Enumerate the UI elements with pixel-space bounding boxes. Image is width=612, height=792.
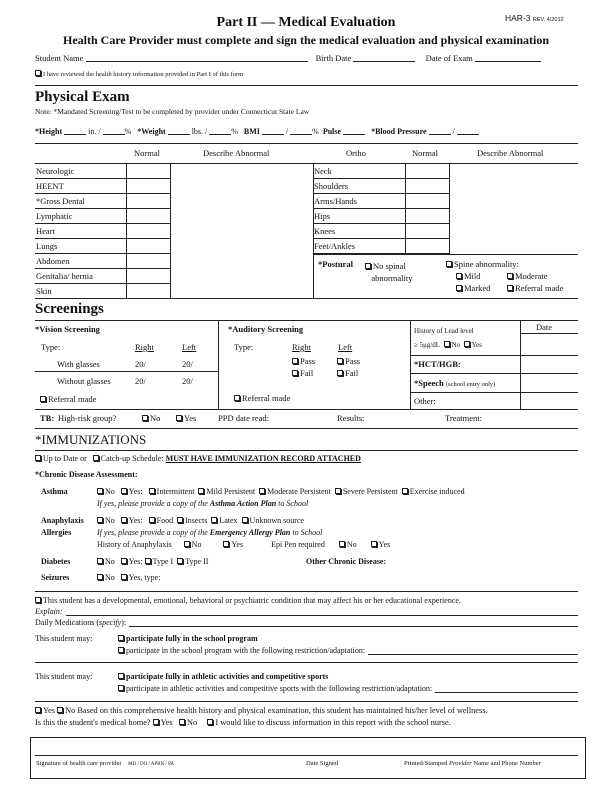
option[interactable] bbox=[177, 516, 207, 525]
screenings-title: Screenings bbox=[35, 301, 104, 317]
option[interactable] bbox=[198, 487, 255, 496]
checkbox[interactable] bbox=[446, 261, 452, 267]
checkbox[interactable] bbox=[444, 341, 450, 347]
checkbox[interactable] bbox=[335, 488, 341, 494]
option[interactable] bbox=[211, 516, 237, 525]
weight-field[interactable] bbox=[168, 127, 190, 135]
checkbox[interactable] bbox=[337, 370, 343, 376]
normal-cell[interactable] bbox=[405, 208, 450, 224]
with-glasses-label: With glasses bbox=[57, 359, 100, 369]
divider bbox=[35, 298, 578, 299]
checkbox[interactable] bbox=[118, 673, 124, 679]
immunization-row: Up to Date or Catch-up Schedule: MUST HAVE IMMUNIZATION RECORD ATTACHED bbox=[35, 455, 361, 463]
school-full-option[interactable]: participate fully in the school program bbox=[118, 635, 258, 643]
divider bbox=[313, 254, 578, 255]
checkbox[interactable] bbox=[207, 719, 213, 725]
row-divider bbox=[313, 238, 405, 239]
normal-header: Normal bbox=[134, 148, 160, 158]
normal-cell[interactable] bbox=[126, 193, 171, 209]
medications-row: Daily Medications ( specify ): bbox=[35, 619, 578, 627]
normal-cell[interactable] bbox=[126, 253, 171, 269]
checkbox[interactable] bbox=[177, 558, 183, 564]
height-percentile-field[interactable] bbox=[103, 127, 125, 135]
checkbox[interactable] bbox=[35, 707, 41, 713]
checkbox[interactable] bbox=[402, 488, 408, 494]
sports-full-option[interactable]: participate fully in athletic activities and competitive sports bbox=[118, 673, 328, 681]
normal-cell[interactable] bbox=[405, 178, 450, 194]
normal-cell[interactable] bbox=[405, 193, 450, 209]
divider bbox=[410, 392, 578, 393]
left-fail-option[interactable]: Fail bbox=[337, 369, 358, 378]
tb-question: High-risk group? bbox=[58, 413, 117, 423]
checkbox[interactable] bbox=[242, 517, 248, 523]
exam-date-field[interactable] bbox=[475, 54, 541, 62]
checkbox[interactable] bbox=[118, 635, 124, 641]
physical-exam-title: Physical Exam bbox=[35, 89, 130, 105]
bmi-percentile-field[interactable] bbox=[290, 127, 312, 135]
describe-header: Describe Abnormal bbox=[477, 148, 544, 158]
referral-option[interactable]: Referral made bbox=[507, 284, 563, 293]
checkbox[interactable] bbox=[149, 517, 155, 523]
checkbox[interactable] bbox=[365, 263, 371, 269]
checkbox[interactable] bbox=[118, 685, 124, 691]
checkbox[interactable] bbox=[464, 341, 470, 347]
auditory-title: *Auditory Screening bbox=[228, 324, 304, 334]
option-label: Latex bbox=[219, 516, 238, 525]
vision-referral-option[interactable]: Referral made bbox=[40, 395, 96, 404]
option-label: Intermittent bbox=[156, 487, 195, 496]
checkbox[interactable] bbox=[223, 541, 229, 547]
option[interactable] bbox=[242, 516, 304, 525]
signature-line[interactable] bbox=[35, 755, 578, 756]
checkbox[interactable] bbox=[97, 558, 103, 564]
exam-row-label: Lungs bbox=[36, 241, 58, 251]
bp-label: *Blood Pressure bbox=[371, 127, 427, 136]
speech-note: (school entry only) bbox=[445, 381, 496, 388]
left-pass-option[interactable]: Pass bbox=[337, 357, 360, 366]
option[interactable] bbox=[259, 487, 331, 496]
checkbox[interactable] bbox=[97, 488, 103, 494]
right-pass-option[interactable]: Pass bbox=[292, 357, 315, 366]
without-glasses-left[interactable]: 20/ bbox=[182, 376, 193, 386]
pulse-label: Pulse bbox=[322, 127, 342, 136]
without-glasses-label: Without glasses bbox=[57, 376, 111, 386]
pulse-field[interactable] bbox=[343, 127, 365, 135]
vitals-row: *Height in. / % *Weight lbs. / % BMI / % Pulse *Blood Pressure / bbox=[35, 127, 479, 136]
sports-restriction-option[interactable]: participate in athletic activities and competitive sports with the following restriction/adaptation: bbox=[118, 685, 578, 693]
checkbox[interactable] bbox=[259, 488, 265, 494]
medical-home-row: Is this the student's medical home? Yes No I would like to discuss information in this report with the school nurse. bbox=[35, 718, 451, 727]
divider bbox=[35, 428, 578, 429]
school-restriction-field[interactable] bbox=[368, 647, 578, 655]
exam-date-label: Date of Exam bbox=[425, 53, 473, 63]
option[interactable] bbox=[149, 516, 173, 525]
checkbox[interactable] bbox=[57, 707, 63, 713]
row-divider bbox=[35, 208, 126, 209]
row-divider bbox=[35, 193, 126, 194]
exam-row-label: Knees bbox=[314, 226, 336, 236]
checkbox[interactable] bbox=[118, 647, 124, 653]
moderate-option[interactable]: Moderate bbox=[507, 272, 548, 281]
with-glasses-right[interactable]: 20/ bbox=[135, 359, 146, 369]
checkbox[interactable] bbox=[121, 574, 127, 580]
checkbox[interactable] bbox=[40, 396, 46, 402]
checkbox[interactable] bbox=[371, 541, 377, 547]
row-divider bbox=[313, 223, 405, 224]
bp-systolic-field[interactable] bbox=[429, 127, 451, 135]
bmi-label: BMI bbox=[243, 127, 260, 136]
exam-row-label: Skin bbox=[36, 286, 52, 296]
checkbox[interactable] bbox=[292, 370, 298, 376]
vision-left-header: Left bbox=[182, 342, 197, 352]
postural-label: *Postural bbox=[318, 259, 353, 269]
checkbox[interactable] bbox=[121, 488, 127, 494]
row-divider bbox=[35, 268, 126, 269]
bmi-field[interactable] bbox=[262, 127, 284, 135]
exam-row-label: Abdomen bbox=[36, 256, 70, 266]
exam-row-label: Neurologic bbox=[36, 166, 75, 176]
school-may-label: This student may: bbox=[35, 634, 93, 643]
form-code: HAR-3 bbox=[505, 13, 531, 23]
chronic-title: *Chronic Disease Assessment: bbox=[35, 470, 138, 479]
height-label: *Height bbox=[35, 127, 63, 136]
option-label: Food bbox=[156, 516, 174, 525]
hct-label: *HCT/HGB: bbox=[414, 359, 461, 369]
divider bbox=[35, 662, 578, 663]
row-divider bbox=[35, 253, 126, 254]
diabetes-options: No Yes: Type I Type II bbox=[97, 558, 208, 566]
vision-title: *Vision Screening bbox=[35, 324, 100, 334]
anaphylaxis-label: Anaphylaxis bbox=[41, 516, 84, 525]
vision-type-label: Type: bbox=[41, 342, 61, 352]
lead-row: ≥ 5μg/dL No Yes bbox=[414, 341, 482, 349]
date-header: Date bbox=[536, 322, 553, 332]
asthma-note: If yes, please provide a copy of the Asthma Action Plan to School bbox=[97, 499, 309, 508]
normal-cell[interactable] bbox=[126, 283, 171, 299]
student-name-label: Student Name bbox=[35, 53, 84, 63]
ppd-label: PPD date read: bbox=[218, 413, 269, 423]
checkbox[interactable] bbox=[507, 273, 513, 279]
checkbox[interactable] bbox=[337, 358, 343, 364]
spine-abnormality-option[interactable]: Spine abnormality: bbox=[446, 260, 519, 269]
checkbox[interactable] bbox=[198, 488, 204, 494]
auditory-left-header: Left bbox=[338, 342, 353, 352]
with-glasses-left[interactable]: 20/ bbox=[182, 359, 193, 369]
normal-cell[interactable] bbox=[126, 223, 171, 239]
checkbox[interactable] bbox=[176, 415, 182, 421]
height-field[interactable] bbox=[64, 127, 86, 135]
checkbox[interactable] bbox=[145, 558, 151, 564]
row-divider bbox=[313, 193, 405, 194]
birth-date-label: Birth Date bbox=[315, 53, 352, 63]
page-subtitle: Health Care Provider must complete and sign the medical evaluation and physical examination bbox=[62, 33, 549, 47]
revision: REV. 4/2012 bbox=[532, 17, 564, 23]
divider bbox=[35, 409, 578, 410]
divider bbox=[313, 163, 314, 298]
signature-label-row: Signature of health care provider MD / DO / APRN / PA bbox=[36, 760, 175, 767]
divider bbox=[35, 320, 578, 321]
date-signed-label: Date Signed bbox=[306, 760, 338, 767]
form-id bbox=[505, 14, 564, 24]
tb-no-option[interactable]: No bbox=[142, 414, 160, 423]
divider bbox=[218, 320, 219, 409]
checkbox[interactable] bbox=[292, 358, 298, 364]
exam-row-label: Shoulders bbox=[314, 181, 348, 191]
weight-label: *Weight bbox=[137, 127, 166, 136]
medications-field[interactable] bbox=[129, 619, 578, 627]
allergy-note: If yes, please provide a copy of the Emergency Allergy Plan to School bbox=[97, 528, 323, 537]
option[interactable] bbox=[149, 487, 195, 496]
reviewed-history-option[interactable] bbox=[35, 70, 243, 79]
exam-row-label: HEENT bbox=[36, 181, 64, 191]
seizure-options: No Yes, type: bbox=[97, 574, 160, 582]
exam-row-label: Neck bbox=[314, 166, 332, 176]
row-divider bbox=[35, 223, 126, 224]
normal-cell[interactable] bbox=[126, 238, 171, 254]
divider bbox=[520, 333, 578, 334]
divider bbox=[410, 320, 411, 409]
checkbox[interactable] bbox=[153, 719, 159, 725]
divider bbox=[35, 591, 578, 592]
row-divider bbox=[35, 178, 126, 179]
anaphylaxis-history-row: History of Anaphylaxis No Yes Epi Pen required No Yes bbox=[97, 540, 391, 549]
divider bbox=[170, 163, 171, 298]
option[interactable] bbox=[402, 487, 465, 496]
checkbox[interactable] bbox=[339, 541, 345, 547]
divider bbox=[35, 85, 578, 86]
right-fail-option[interactable]: Fail bbox=[292, 369, 313, 378]
normal-cell[interactable] bbox=[126, 163, 171, 179]
student-name-field[interactable] bbox=[86, 54, 308, 62]
other-label: Other: bbox=[414, 396, 436, 406]
immunizations-title: *IMMUNIZATIONS bbox=[35, 432, 147, 447]
option-label: Mild Persistent bbox=[206, 487, 256, 496]
normal-cell[interactable] bbox=[405, 238, 450, 254]
speech-label: *Speech bbox=[414, 378, 444, 388]
checkbox[interactable] bbox=[211, 517, 217, 523]
exam-row-label: Lymphatic bbox=[36, 211, 73, 221]
option-label: Insects bbox=[185, 516, 208, 525]
divider bbox=[35, 143, 578, 144]
sports-restriction-field[interactable] bbox=[435, 685, 578, 693]
marked-option[interactable]: Marked bbox=[456, 284, 490, 293]
mild-option[interactable]: Mild bbox=[456, 272, 481, 281]
checkbox[interactable] bbox=[35, 455, 41, 461]
wellness-row: Yes No Based on this comprehensive health history and physical examination, this student has maintained his/her level of wellness. bbox=[35, 707, 488, 715]
page-title: Part II — Medical Evaluation bbox=[216, 15, 396, 30]
checkbox[interactable] bbox=[234, 395, 240, 401]
no-spinal-option[interactable]: No spinal abnormality bbox=[365, 260, 412, 284]
mandated-note: Note: *Mandated Screening/Test to be completed by provider under Connecticut State Law bbox=[35, 107, 310, 116]
explain-field[interactable] bbox=[66, 608, 578, 616]
checkbox[interactable] bbox=[184, 541, 190, 547]
checkbox[interactable] bbox=[142, 415, 148, 421]
tb-yes-option[interactable]: Yes bbox=[176, 414, 196, 423]
divider bbox=[410, 355, 578, 356]
checkbox[interactable] bbox=[121, 558, 127, 564]
anaphylaxis-options: No Yes: Food Insects Latex Unknown source bbox=[97, 517, 304, 525]
auditory-type-label: Type: bbox=[234, 342, 254, 352]
ortho-header: Ortho bbox=[346, 148, 366, 158]
printed-name-label: Printed/Stamped Provider Name and Phone Number bbox=[404, 760, 541, 767]
treatment-label: Treatment: bbox=[445, 413, 482, 423]
divider bbox=[410, 373, 578, 374]
auditory-referral-option[interactable]: Referral made bbox=[234, 394, 290, 403]
bp-diastolic-field[interactable] bbox=[457, 127, 479, 135]
normal-cell[interactable] bbox=[126, 208, 171, 224]
divider bbox=[35, 371, 218, 372]
tb-label: TB: bbox=[40, 413, 55, 423]
reviewed-label: I have reviewed the health history information provided in Part I of this form bbox=[43, 71, 244, 78]
row-divider bbox=[35, 283, 126, 284]
divider bbox=[35, 163, 578, 164]
normal-cell[interactable] bbox=[126, 178, 171, 194]
exam-row-label: Genitalia/ hernia bbox=[36, 271, 93, 281]
normal-cell[interactable] bbox=[126, 268, 171, 284]
exam-row-label: *Gross Dental bbox=[36, 196, 85, 206]
lead-label: History of Lead level bbox=[414, 327, 474, 335]
checkbox[interactable] bbox=[149, 488, 155, 494]
checkbox[interactable] bbox=[507, 285, 513, 291]
auditory-right-header: Right bbox=[292, 342, 311, 352]
row-divider bbox=[313, 178, 405, 179]
school-restriction-option[interactable]: participate in the school program with the following restriction/adaptation: bbox=[118, 647, 578, 655]
option-label: Severe Persistent bbox=[342, 487, 398, 496]
option-label: Moderate Persistent bbox=[267, 487, 331, 496]
checkbox[interactable] bbox=[35, 70, 41, 76]
option-label: Unknown source bbox=[249, 516, 304, 525]
results-label: Results: bbox=[337, 413, 365, 423]
other-chronic-label: Other Chronic Disease: bbox=[306, 557, 387, 566]
divider bbox=[35, 701, 578, 702]
checkbox[interactable] bbox=[179, 719, 185, 725]
checkbox[interactable] bbox=[93, 455, 99, 461]
seizures-label: Seizures bbox=[41, 573, 70, 582]
normal-cell[interactable] bbox=[405, 163, 450, 179]
signature-box bbox=[30, 737, 586, 779]
option[interactable] bbox=[335, 487, 398, 496]
explain-row: Explain: bbox=[35, 608, 578, 616]
checkbox[interactable] bbox=[97, 574, 103, 580]
checkbox[interactable] bbox=[97, 517, 103, 523]
row-divider bbox=[35, 238, 126, 239]
option-label: Exercise induced bbox=[409, 487, 465, 496]
row-divider bbox=[313, 208, 405, 209]
student-info-row bbox=[35, 54, 541, 63]
sports-may-label: This student may: bbox=[35, 672, 93, 681]
normal-cell[interactable] bbox=[405, 223, 450, 239]
exam-row-label: Hips bbox=[314, 211, 331, 221]
exam-row-label: Arms/Hands bbox=[314, 196, 357, 206]
birth-date-field[interactable] bbox=[353, 54, 415, 62]
checkbox[interactable] bbox=[177, 517, 183, 523]
weight-percentile-field[interactable] bbox=[209, 127, 231, 135]
developmental-condition-option[interactable]: This student has a developmental, emotional, behavioral or psychiatric condition that may affect his or her educational experience. bbox=[35, 597, 461, 605]
normal-header: Normal bbox=[412, 148, 438, 158]
without-glasses-right[interactable]: 20/ bbox=[135, 376, 146, 386]
describe-header: Describe Abnormal bbox=[203, 148, 270, 158]
exam-row-label: Heart bbox=[36, 226, 55, 236]
asthma-label: Asthma bbox=[41, 487, 68, 496]
vision-right-header: Right bbox=[135, 342, 154, 352]
divider bbox=[35, 450, 578, 451]
checkbox[interactable] bbox=[456, 273, 462, 279]
checkbox[interactable] bbox=[456, 285, 462, 291]
asthma-options: No Yes: Intermittent Mild Persistent Moderate Persistent Severe Persistent Exercise induced bbox=[97, 488, 465, 496]
diabetes-label: Diabetes bbox=[41, 557, 71, 566]
checkbox[interactable] bbox=[121, 517, 127, 523]
must-attach-notice: MUST HAVE IMMUNIZATION RECORD ATTACHED bbox=[165, 454, 361, 463]
exam-row-label: Feet/Ankles bbox=[314, 241, 356, 251]
checkbox[interactable] bbox=[35, 597, 41, 603]
allergies-label: Allergies bbox=[41, 528, 72, 537]
